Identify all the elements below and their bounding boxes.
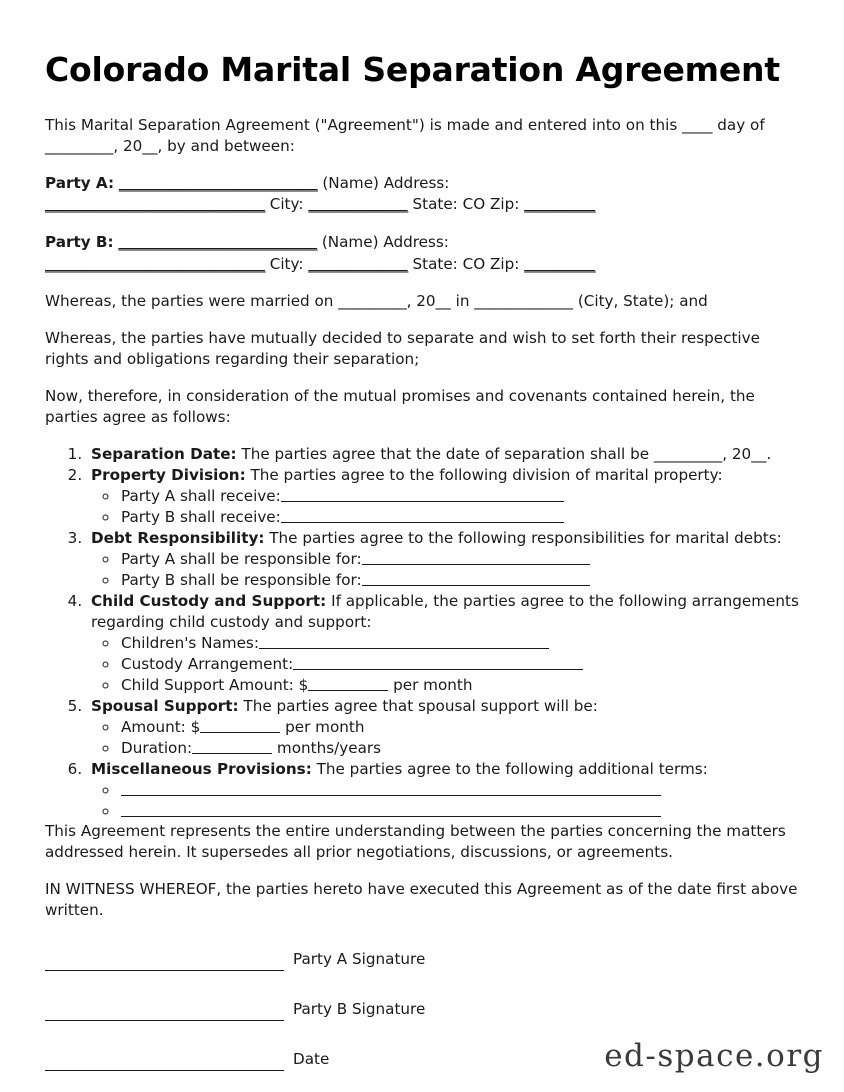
clause-title: Debt Responsibility: [91,528,265,547]
clause-subitem-list [91,633,799,696]
clause-subitem [119,780,799,801]
now-therefore-paragraph: Now, therefore, in consideration of the mutual promises and covenants contained herein, the parties agree as follows: [45,387,755,427]
clause-subitem [119,633,799,654]
clause-subitem-list [91,780,799,822]
party-b-city-label: City: [269,254,304,273]
whereas-separate-paragraph: Whereas, the parties have mutually decided to separate and wish to set forth their respective rights and obligations regarding their separation; [45,329,760,369]
clause-text: The parties agree to the following additional terms: [311,759,708,778]
subitem-suffix: per month [280,717,365,736]
subitem-label: Child Support Amount: $ [121,675,309,694]
subitem-label: Custody Arrangement: [121,654,294,673]
party-a-city-blank[interactable]: ______________ [308,195,408,214]
party-b-state-label: State: CO Zip: [412,254,520,273]
subitem-label: Party A shall receive: [121,486,281,505]
subitem-label: Party B shall receive: [121,507,281,526]
clause-subitem [119,570,799,591]
clause-subitem [119,717,799,738]
clause-subitem [119,486,799,507]
party-b-label: Party B: [45,233,114,252]
clause-subitem-list [91,717,799,759]
subitem-fill-blank[interactable] [362,570,590,585]
subitem-fill-blank[interactable] [281,487,564,502]
subitem-label: Children's Names: [121,633,259,652]
clause-title: Property Division: [91,466,246,485]
clause-item [87,444,799,465]
subitem-label: Party B shall be responsible for: [121,570,362,589]
clause-text: The parties agree to the following responsibilities for marital debts: [264,528,782,547]
clause-subitem [119,801,799,822]
clause-text: The parties agree that the date of separation shall be _________, 20__. [236,445,772,464]
page-title: Colorado Marital Separation Agreement [45,50,780,89]
clause-item [87,759,799,822]
signature-label: Date [293,1050,330,1069]
signature-row [45,999,799,1021]
party-b-zip-blank[interactable]: __________ [524,254,596,273]
clause-title: Spousal Support: [91,696,239,715]
signature-line[interactable] [45,954,284,971]
party-a-zip-blank[interactable]: __________ [524,195,596,214]
party-b-name-blank[interactable]: ____________________________ [118,233,318,252]
party-a-address-blank[interactable]: _______________________________ [45,195,265,214]
party-b-block [45,232,799,275]
subitem-fill-blank[interactable] [362,549,590,564]
clause-subitem-list [91,486,799,528]
clause-title: Child Custody and Support: [91,591,327,610]
subitem-fill-blank[interactable] [259,633,549,648]
clause-title: Separation Date: [91,445,237,464]
subitem-suffix: per month [388,675,473,694]
entire-understanding-paragraph: This Agreement represents the entire understanding between the parties concerning the matters addressed herein. It supersedes all prior negotiations, discussions, or agreements. [45,822,786,862]
signature-label: Party B Signature [293,1000,426,1019]
clause-title: Miscellaneous Provisions: [91,759,312,778]
clauses-list [45,444,799,821]
subitem-fill-blank[interactable] [281,508,564,523]
signature-line[interactable] [45,1004,284,1021]
clause-subitem [119,738,799,759]
party-a-state-label: State: CO Zip: [412,195,520,214]
clause-subitem [119,507,799,528]
intro-paragraph: This Marital Separation Agreement ("Agreement") is made and entered into on this ____ day of _________, 20__, by and between: [45,115,765,155]
clause-item [87,528,799,591]
party-a-name-blank[interactable]: ____________________________ [118,173,318,192]
subitem-fill-blank[interactable] [200,717,280,732]
clause-subitem [119,654,799,675]
whereas-married-paragraph: Whereas, the parties were married on _________, 20__ in _____________ (City, State); and [45,292,708,311]
party-b-address-blank[interactable]: _______________________________ [45,254,265,273]
subitem-suffix: months/years [272,738,382,757]
clause-text: If applicable, the parties agree to the following arrangements regarding child custody and support: [91,591,799,631]
party-b-name-caption: (Name) Address: [321,233,449,252]
watermark: ed-space.org [604,1038,824,1074]
subitem-label: Party A shall be responsible for: [121,549,362,568]
signature-row [45,949,799,971]
clause-item [87,591,799,696]
subitem-fill-blank[interactable] [308,675,388,690]
party-b-city-blank[interactable]: ______________ [308,254,408,273]
clause-subitem [119,675,799,696]
party-a-city-label: City: [269,195,304,214]
signature-label: Party A Signature [293,950,426,969]
signature-line[interactable] [45,1054,284,1071]
party-a-label: Party A: [45,173,115,192]
party-a-block [45,173,799,216]
clause-subitem [119,549,799,570]
witness-whereof-paragraph: IN WITNESS WHEREOF, the parties hereto have executed this Agreement as of the date first above written. [45,880,798,920]
subitem-label: Amount: $ [121,717,201,736]
subitem-fill-blank[interactable] [121,801,661,816]
clause-item [87,696,799,759]
party-a-name-caption: (Name) Address: [322,173,450,192]
subitem-fill-blank[interactable] [121,780,661,795]
clause-text: The parties agree that spousal support will be: [238,696,598,715]
subitem-fill-blank[interactable] [293,654,583,669]
clause-subitem-list [91,549,799,591]
subitem-label: Duration: [121,738,193,757]
subitem-fill-blank[interactable] [192,738,272,753]
clause-item [87,465,799,528]
clause-text: The parties agree to the following division of marital property: [245,466,723,485]
